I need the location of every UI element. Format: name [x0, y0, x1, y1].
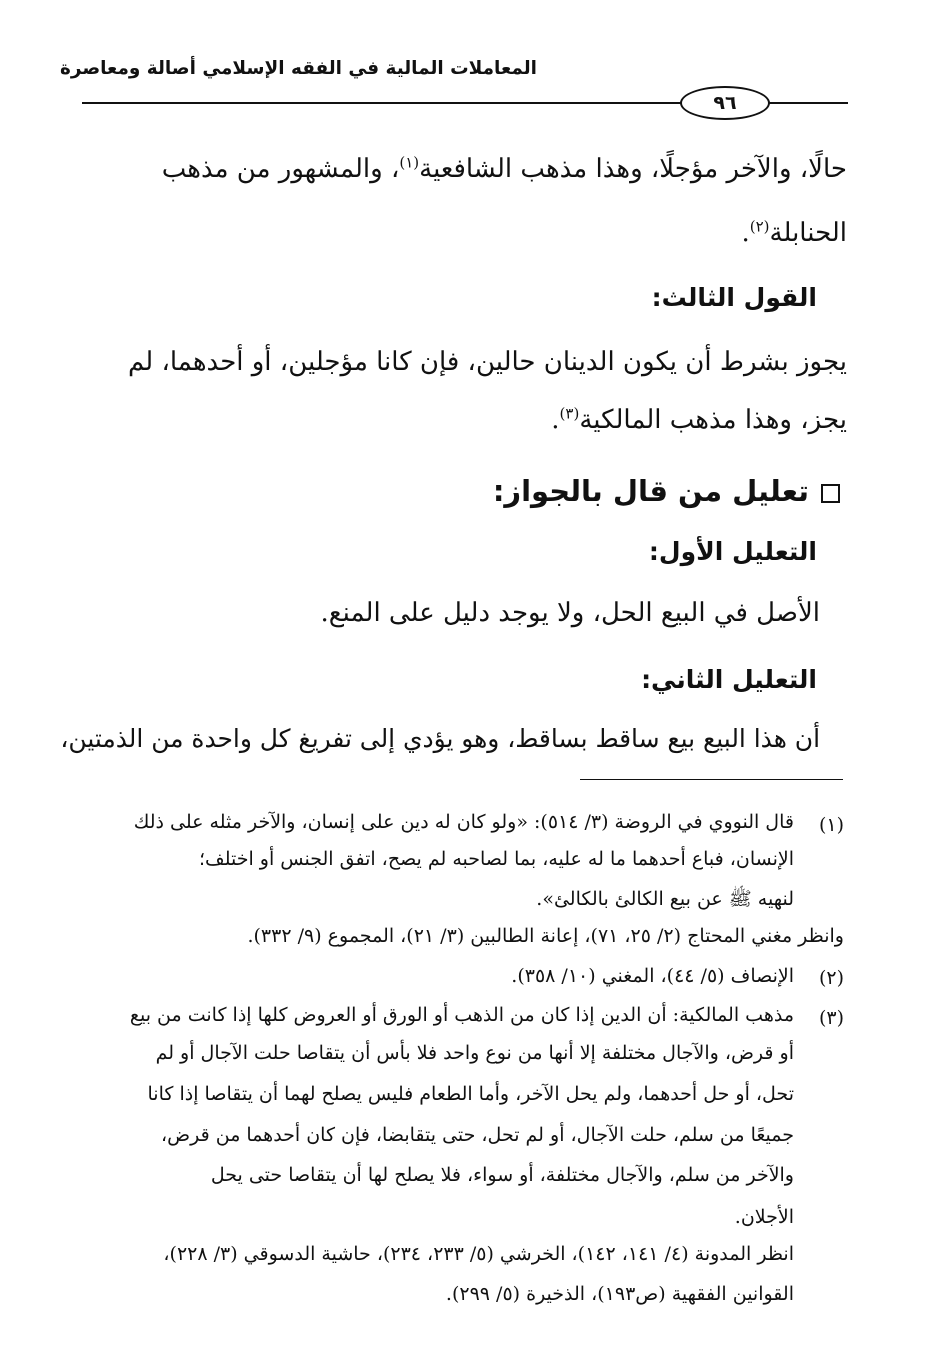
footnote-line: والآخر من سلم، والآجال مختلفة، أو سواء، فلا يصلح لها أن يتقاصا حتى يحل — [210, 1164, 794, 1186]
page-number: ٩٦ — [713, 92, 737, 114]
footnote-line: أو قرض، والآجال مختلفة إلا أنها من نوع واحد فلا بأس أن يتقاصا حلت الآجال أو لم — [155, 1042, 794, 1064]
page-number-frame — [680, 86, 770, 120]
body-line: يجوز بشرط أن يكون الدينان حالين، فإن كانا مؤجلين، أو أحدهما، لم — [128, 347, 847, 377]
square-bullet-icon — [821, 484, 840, 503]
footnote-number: (٣) — [818, 1007, 844, 1029]
footnote-number: (٢) — [818, 967, 844, 989]
footnote-ref: (١) — [399, 153, 420, 172]
footnote-line: الأجلان. — [734, 1206, 794, 1228]
reason-heading: التعليل الأول: — [648, 537, 817, 566]
footnote-number: (١) — [818, 814, 844, 836]
subsection-heading: تعليل من قال بالجواز: — [493, 473, 840, 509]
body-line: الحنابلة$^{(٢)}$. — [741, 217, 847, 248]
body-line: الأصل في البيع الحل، ولا يوجد دليل على المنع. — [320, 598, 820, 628]
running-title: المعاملات المالية في الفقه الإسلامي أصالة ومعاصرة — [59, 58, 537, 79]
footnote-line: مذهب المالكية: أن الدين إذا كان من الذهب أو الورق أو العروض كلها إذا كانت من بيع — [129, 1004, 794, 1026]
body-line: أن هذا البيع بيع ساقط بساقط، وهو يؤدي إلى تفريغ كل واحدة من الذمتين، — [60, 724, 820, 753]
footnote-line: لنهيه ﷺ عن بيع الكالئ بالكالئ». — [536, 888, 794, 910]
footnote-line: الإنصاف (٥/ ٤٤)، المغني (١٠/ ٣٥٨). — [511, 965, 794, 987]
footnote-line: انظر المدونة (٤/ ١٤١، ١٤٢)، الخرشي (٥/ ٢٣٣، ٢٣٤)، حاشية الدسوقي (٣/ ٢٢٨)، — [163, 1243, 794, 1265]
footnote-line: الإنسان، فباع أحدهما ما له عليه، بما لصاحبه لم يصح، اتفق الجنس أو اختلف؛ — [199, 848, 794, 870]
footnote-line: جميعًا من سلم، حلت الآجال، أو لم تحل، حتى يتقابضا، فإن كان أحدهما من قرض، — [161, 1124, 794, 1146]
section-heading: القول الثالث: — [651, 283, 817, 312]
footnote-ref: (٢) — [749, 217, 770, 236]
body-line: حالًا، والآخر مؤجلًا، وهذا مذهب الشافعية$^{(١)}$، والمشهور من مذهب — [161, 153, 847, 184]
footnote-separator — [580, 779, 843, 780]
footnote-ref: (٣) — [559, 404, 580, 423]
footnote-line: قال النووي في الروضة (٣/ ٥١٤): «ولو كان له دين على إنسان، والآخر مثله على ذلك — [133, 811, 794, 833]
footnote-line: القوانين الفقهية (ص١٩٣)، الذخيرة (٥/ ٢٩٩). — [445, 1283, 794, 1305]
body-line: يجز، وهذا مذهب المالكية$^{(٣)}$. — [551, 404, 847, 435]
reason-heading: التعليل الثاني: — [641, 665, 817, 694]
footnote-line: وانظر مغني المحتاج (٢/ ٢٥، ٧١)، إعانة الطالبين (٣/ ٢١)، المجموع (٩/ ٣٣٢). — [247, 925, 844, 947]
footnote-line: تحل، أو حل أحدهما، ولم يحل الآخر، وأما الطعام فليس يصلح لهما أن يتقاصا إذا كانا — [147, 1083, 794, 1105]
